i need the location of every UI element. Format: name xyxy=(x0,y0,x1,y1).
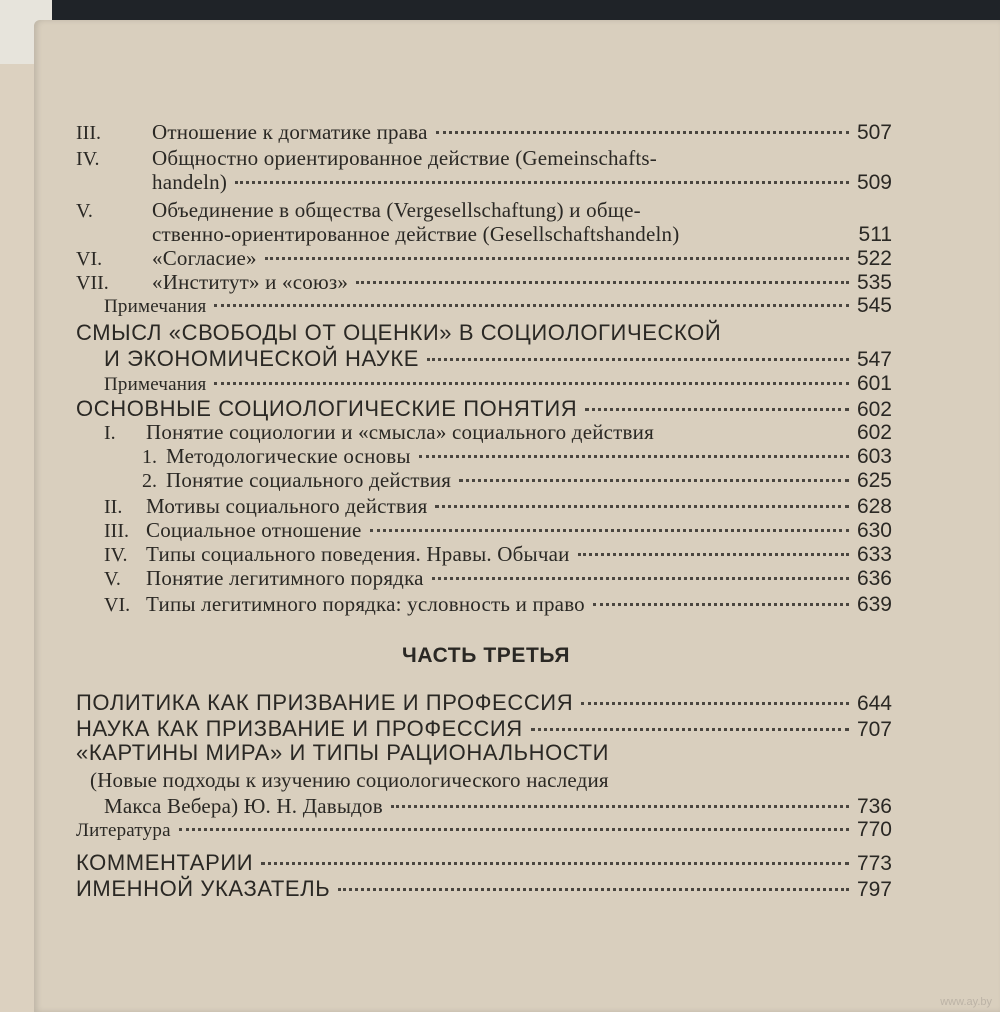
entry-page: 602 xyxy=(856,398,892,421)
toc-entry xyxy=(76,146,892,171)
entry-number: I. xyxy=(104,422,116,444)
entry-number: III. xyxy=(104,520,129,542)
entry-number: 2. xyxy=(142,470,157,492)
entry-page: 535 xyxy=(856,271,892,294)
entry-number: V. xyxy=(76,200,93,222)
toc-entry xyxy=(76,270,892,295)
toc-entry xyxy=(76,246,892,271)
entry-number: VI. xyxy=(104,594,131,616)
entry-title: Объединение в общества (Vergesellschaftung) и обще- xyxy=(152,198,641,222)
entry-page: 628 xyxy=(856,495,892,518)
leader-dots xyxy=(214,304,849,307)
leader-dots xyxy=(436,131,849,134)
entry-page: 736 xyxy=(856,795,892,818)
entry-title: Примечания xyxy=(104,296,207,317)
toc-entry xyxy=(104,518,892,543)
toc-entry xyxy=(104,592,892,617)
entry-title: Литература xyxy=(76,820,171,841)
toc-entry xyxy=(104,542,892,567)
toc-entry xyxy=(76,120,892,145)
entry-title: Общностно ориентированное действие (Gemeinschafts- xyxy=(152,146,657,170)
entry-title: НАУКА КАК ПРИЗВАНИЕ И ПРОФЕССИЯ xyxy=(76,716,523,741)
entry-number: VI. xyxy=(76,248,103,270)
entry-title-continuation: И ЭКОНОМИЧЕСКОЙ НАУКЕ xyxy=(104,346,420,371)
entry-number: 1. xyxy=(142,446,157,468)
entry-title: Отношение к догматике права xyxy=(152,120,428,144)
leader-dots xyxy=(435,505,848,508)
toc-entry xyxy=(76,740,892,766)
entry-page: 707 xyxy=(856,718,892,741)
entry-page: 773 xyxy=(856,852,892,875)
entry-page: 511 xyxy=(858,223,892,246)
leader-dots xyxy=(459,479,849,482)
entry-title: Типы социального поведения. Нравы. Обычаи xyxy=(146,542,570,566)
entry-title-continuation: ственно-ориентированное действие (Gesellschaftshandeln) xyxy=(152,222,680,246)
leader-dots xyxy=(391,805,849,808)
entry-page: 545 xyxy=(856,294,892,317)
toc-entry xyxy=(76,850,892,876)
toc-entry xyxy=(104,566,892,591)
entry-title: (Новые подходы к изучению социологического наследия xyxy=(90,768,609,792)
entry-page: 509 xyxy=(856,171,892,194)
leader-dots xyxy=(179,828,849,831)
leader-dots xyxy=(356,281,849,284)
entry-title: «КАРТИНЫ МИРА» И ТИПЫ РАЦИОНАЛЬНОСТИ xyxy=(76,740,610,765)
toc-entry xyxy=(90,768,892,793)
entry-title: Понятие социального действия xyxy=(166,468,452,492)
toc-entry xyxy=(104,294,892,318)
toc-entry-continuation xyxy=(104,346,892,372)
entry-page: 630 xyxy=(856,519,892,542)
leader-dots xyxy=(235,181,849,184)
toc-entry xyxy=(76,198,892,223)
entry-page: 603 xyxy=(856,445,892,468)
leader-dots xyxy=(214,382,849,385)
toc-entry xyxy=(104,372,892,396)
entry-number: V. xyxy=(104,568,121,590)
toc-entry-continuation xyxy=(104,794,892,819)
entry-title: «Согласие» xyxy=(152,246,257,270)
left-page-edge xyxy=(0,64,38,1012)
entry-number: III. xyxy=(76,122,101,144)
entry-title: ОСНОВНЫЕ СОЦИОЛОГИЧЕСКИЕ ПОНЯТИЯ xyxy=(76,396,578,421)
leader-dots xyxy=(432,577,849,580)
entry-title: Примечания xyxy=(104,374,207,395)
entry-page: 625 xyxy=(856,469,892,492)
entry-title: «Институт» и «союз» xyxy=(152,270,349,294)
toc-entry xyxy=(76,690,892,716)
leader-dots xyxy=(419,455,849,458)
entry-page: 633 xyxy=(856,543,892,566)
entry-title: КОММЕНТАРИИ xyxy=(76,850,254,875)
toc-entry-continuation xyxy=(152,170,892,195)
entry-page: 522 xyxy=(856,247,892,270)
toc-entry-continuation xyxy=(152,222,892,247)
toc-entry xyxy=(76,876,892,902)
entry-page: 770 xyxy=(856,818,892,841)
entry-title: Понятие социологии и «смысла» социального действия xyxy=(146,420,654,444)
leader-dots xyxy=(265,257,849,260)
entry-page: 636 xyxy=(856,567,892,590)
toc-entry xyxy=(142,468,892,493)
entry-title: Понятие легитимного порядка xyxy=(146,566,424,590)
entry-title: ПОЛИТИКА КАК ПРИЗВАНИЕ И ПРОФЕССИЯ xyxy=(76,690,574,715)
toc-entry xyxy=(76,320,892,346)
entry-title-continuation: Макса Вебера) Ю. Н. Давыдов xyxy=(104,794,383,818)
leader-dots xyxy=(338,888,849,891)
part-heading: ЧАСТЬ ТРЕТЬЯ xyxy=(401,644,571,667)
leader-dots xyxy=(370,529,849,532)
toc-entry xyxy=(76,818,892,842)
toc-entry xyxy=(76,396,892,422)
leader-dots xyxy=(427,358,849,361)
entry-title: Типы легитимного порядка: условность и право xyxy=(146,592,585,616)
entry-number: VII. xyxy=(76,272,109,294)
leader-dots xyxy=(593,603,849,606)
entry-page: 602 xyxy=(856,421,892,444)
toc-entry xyxy=(104,494,892,519)
entry-page: 547 xyxy=(856,348,892,371)
entry-title: Мотивы социального действия xyxy=(146,494,428,518)
entry-title: ИМЕННОЙ УКАЗАТЕЛЬ xyxy=(76,876,331,901)
entry-page: 797 xyxy=(856,878,892,901)
entry-page: 507 xyxy=(856,121,892,144)
leader-dots xyxy=(578,553,849,556)
toc-entry xyxy=(104,420,892,445)
leader-dots xyxy=(581,702,849,705)
entry-number: IV. xyxy=(104,544,128,566)
entry-number: II. xyxy=(104,496,123,518)
entry-number: IV. xyxy=(76,148,100,170)
entry-page: 644 xyxy=(856,692,892,715)
entry-title: Методологические основы xyxy=(166,444,411,468)
entry-title: Социальное отношение xyxy=(146,518,362,542)
entry-title-continuation: handeln) xyxy=(152,170,228,194)
entry-page: 639 xyxy=(856,593,892,616)
toc-entry xyxy=(76,716,892,742)
watermark: www.ay.by xyxy=(940,996,992,1008)
entry-page: 601 xyxy=(856,372,892,395)
leader-dots xyxy=(261,862,849,865)
leader-dots xyxy=(531,728,849,731)
leader-dots xyxy=(585,408,849,411)
entry-title: СМЫСЛ «СВОБОДЫ ОТ ОЦЕНКИ» В СОЦИОЛОГИЧЕСКОЙ xyxy=(76,320,722,345)
toc-entry xyxy=(142,444,892,469)
